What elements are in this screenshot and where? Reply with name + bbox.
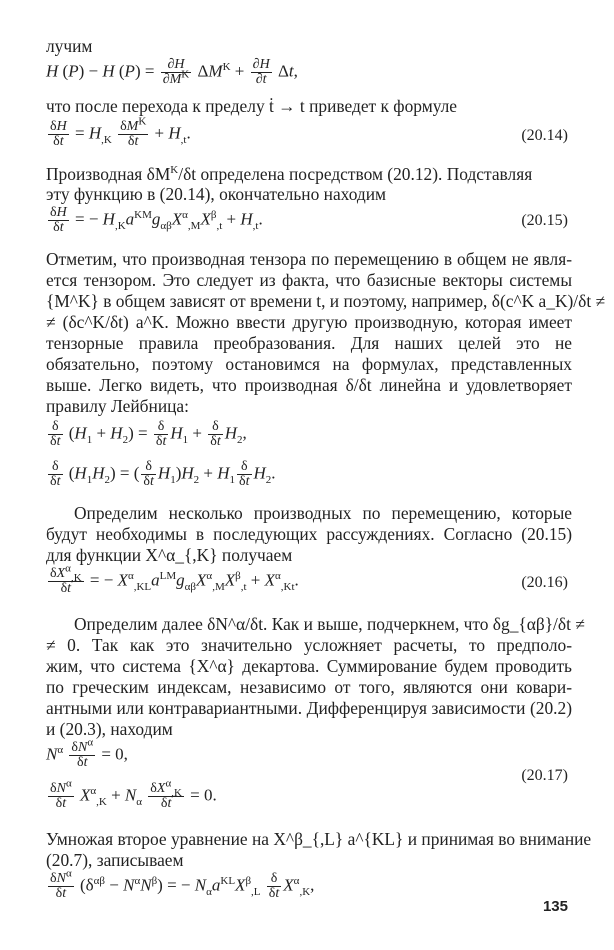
- text-line: Отметим, что производная тензора по перемещению в общем не явля-: [46, 249, 572, 269]
- equation-9: $\delta N^\alpha$ δt $(\delta^{\alpha\beta} - N^\alpha N^\beta)$ = − $N_\alpha a^{KL}X^\beta_{,L}$ $\frac{\delta}{\delta t}$ $X^\alpha_{,K}$,: [50, 867, 315, 901]
- text-line: для функции X^α_{,K} получаем: [46, 545, 293, 565]
- equation-1: H (P) − H (P) = $\frac{\partial H}{\partial M^K}$ $\Delta M^K$ + $\frac{\partial H}{\partial t}$ Δt,: [46, 57, 298, 87]
- text-line: жим, что система {X^α} декартова. Суммирование будем проводить: [46, 656, 572, 676]
- equation-number: (20.17): [521, 767, 568, 784]
- text-line: тензорные правила преобразования. Для наших целей это не: [46, 333, 572, 353]
- equation-7: $N^\alpha$ $\delta N^\alpha$ δt = 0,: [46, 736, 128, 770]
- equation-number: (20.16): [521, 574, 568, 591]
- text-line: Производная $\delta M^K/\delta t$ определена посредством (20.12). Подставляя: [46, 164, 533, 184]
- equation-3: $\frac{\delta H}{\delta t}$ = − $H_{,K}a^{KM}g_{\alpha\beta}X^\alpha_{,M}X^\beta_{,t} + H_{,t}$.: [50, 205, 263, 235]
- text-line: что после перехода к пределу ṫ → t приведет к формуле: [46, 96, 458, 116]
- text-line: будут необходимы в последующих рассуждениях. Согласно (20.15): [46, 524, 572, 544]
- text-line: ≠ 0. Так как это значительно усложняет расчеты, то предполо-: [46, 635, 572, 655]
- text-line: выше. Легко видеть, что производная δ/δt линейна и удовлетворяет: [46, 375, 572, 395]
- equation-4: $\frac{\delta}{\delta t}$ $(H_1 + H_2)$ = $\frac{\delta}{\delta t}$ $H_1$ + $\frac{\delta}{\delta t}$ $H_2$,: [50, 419, 247, 449]
- equation-5: $\frac{\delta}{\delta t}$ $(H_1H_2)$ = ( $\frac{\delta}{\delta t}$ $H_1)H_2 + H_1$ $\frac{\delta}{\delta t}$ $H_2$.: [50, 459, 276, 489]
- text-line: правилу Лейбница:: [46, 396, 189, 416]
- equation-6: $\delta X^\alpha_{,K}$ δt = − $X^\alpha_{,KL}a^{LM}g_{\alpha\beta}X^\alpha_{,M}X^\beta_{,t} + X^\alpha_{,Kt}$.: [50, 562, 299, 596]
- text-line: Определим несколько производных по перемещению, которые: [74, 503, 572, 523]
- text-line: (20.7), записываем: [46, 850, 184, 870]
- text-line: лучим: [46, 36, 93, 56]
- text-line: Умножая второе уравнение на X^β_{,L} a^{KL} и принимая во внимание: [46, 829, 592, 849]
- text-line: {M^K} в общем зависят от времени t, и поэтому, например, δ(c^K a_K)/δt ≠: [46, 291, 606, 311]
- equation-number: (20.15): [521, 212, 568, 229]
- text-fragment: Производная δM: [46, 164, 171, 184]
- equation-2: $\frac{\delta H}{\delta t}$ = $H_{,K}$ $\delta M^K$ δt + $H_{,t}$.: [50, 115, 191, 149]
- equation-number: (20.14): [521, 127, 568, 144]
- page-number: 135: [542, 898, 568, 915]
- text-line: и (20.3), находим: [46, 719, 173, 739]
- text-line: эту функцию в (20.14), окончательно находим: [46, 184, 387, 204]
- text-fragment: /δt определена посредством (20.12). Подставляя: [178, 164, 533, 184]
- text-line: по греческим индексам, независимо от того, являются они ковари-: [46, 677, 572, 697]
- text-line: ≠ (δc^K/δt) a^K. Можно ввести другую производную, которая имеет: [46, 312, 572, 332]
- text-line: антными или контравариантными. Дифференцируя зависимости (20.2): [46, 698, 572, 718]
- text-line: ется тензором. Это следует из факта, что базисные векторы системы: [46, 270, 572, 290]
- equation-8: $\delta N^\alpha$ δt $X^\alpha_{,K} + N_\alpha$ $\delta X^\alpha_{,K}$ δt = 0.: [50, 777, 217, 811]
- text-line: Определим далее δN^α/δt. Как и выше, подчеркнем, что δg_{αβ}/δt ≠: [74, 614, 585, 634]
- text-line: обязательно, поэтому остановимся на формулах, представленных: [46, 354, 572, 374]
